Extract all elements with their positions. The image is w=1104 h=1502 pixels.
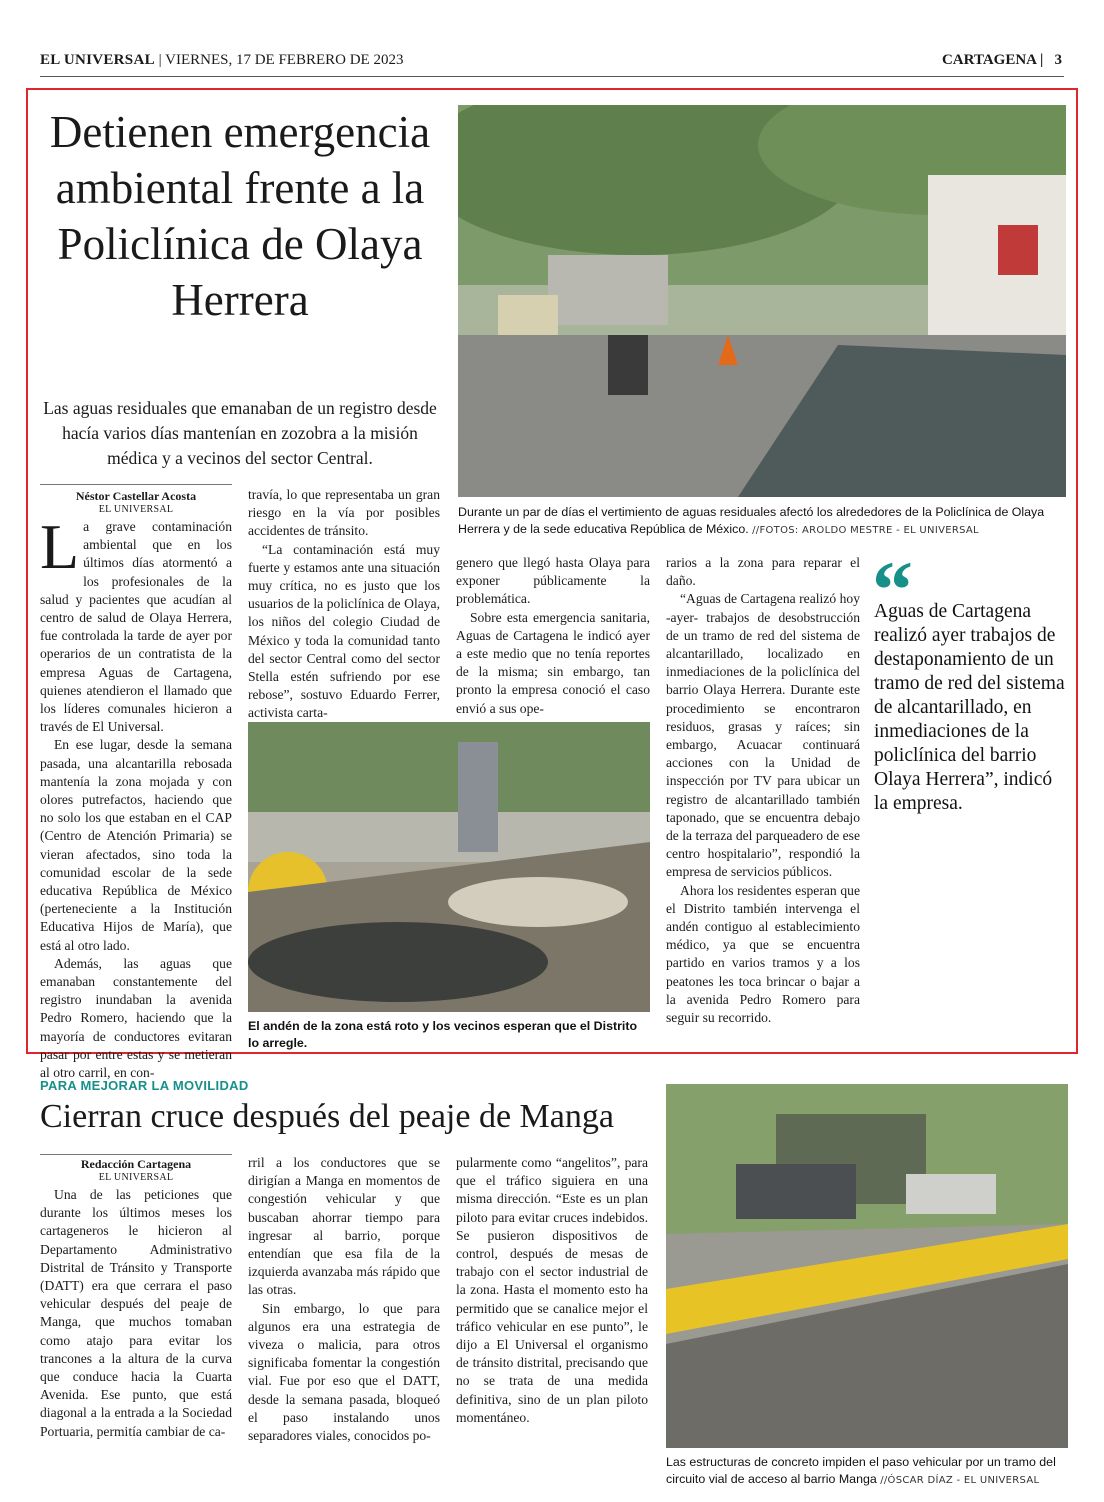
story1-secondary-photo xyxy=(248,722,650,1012)
story1-column-3 xyxy=(456,554,650,718)
story1-headline: Detienen emergencia ambiental frente a la Policlínica de Olaya Herrera xyxy=(49,107,431,325)
story1-column-2 xyxy=(248,486,440,723)
paragraph: “La contaminación está muy fuerte y estamos ante una situación muy crítica, no es justo que los usuarios de la policlínica de Olaya, los niños del colegio Ciudad de México y toda la comunidad tanto del sector Central como del sector Stella estén sufriendo por ese rebose”, sostuvo Eduardo Ferrer, activista carta- xyxy=(248,541,440,721)
paragraph: genero que llegó hasta Olaya para exponer públicamente la problemática. xyxy=(456,555,650,607)
paragraph: rril a los conductores que se dirigían a Manga en momentos de congestión vehicular y que buscaban ahorrar tiempo para ingresar al barrio, porque entendían que esa fila de la izquierda avanzaba más rápido que las otras. xyxy=(248,1155,440,1298)
story2-column-2 xyxy=(248,1154,440,1445)
photo-credit: //ÓSCAR DÍAZ - EL UNIVERSAL xyxy=(880,1475,1040,1486)
story2-column-1 xyxy=(40,1186,232,1441)
paragraph: “Aguas de Cartagena realizó hoy -ayer- trabajos de desobstrucción de un tramo de red del sistema de alcantarillado, localizado en inmediaciones de la policlínica del barrio Olaya Herrera. Durante este procedimiento se encontraron residuos, grasas y raíces; sin embargo, Acuacar continuará acciones con la Unidad de inspección por TV para ubicar un registro de alcantarillado también taponado, que se encuentra debajo de la terraza del parqueadero de ese centro hospitalario”, respondió la empresa de servicios públicos. xyxy=(666,591,860,880)
masthead-right xyxy=(942,52,1062,69)
byline-rule xyxy=(40,484,232,485)
quote-mark: “ xyxy=(872,544,913,635)
issue-date: VIERNES, 17 DE FEBRERO DE 2023 xyxy=(165,52,404,68)
masthead-separator: | xyxy=(158,52,166,68)
drop-cap: L xyxy=(40,511,80,582)
story2-byline xyxy=(40,1158,232,1184)
story1-photo2-caption: El andén de la zona está roto y los vecinos esperan que el Distrito lo arregle. xyxy=(248,1019,638,1050)
paragraph: pularmente como “angelitos”, para que el tráfico siguiera en una misma dirección. “Este es un plan piloto para evitar cruces indebidos. Se pusieron dispositivos de control, después de mesas de trabajo con el sector industrial de la zona. Hasta el momento esto ha permitido que se canalice mejor el tráfico vehicular en ese punto”, le dijo a El Universal el organismo de tránsito distrital, precisando que no se trata de una medida definitiva, sino de un plan piloto momentáneo. xyxy=(456,1155,648,1425)
story1-main-photo xyxy=(458,105,1066,497)
story1-deck: Las aguas residuales que emanaban de un registro desde hacía varios días mantenían en zozobra a la misión médica y a vecinos del sector Central. xyxy=(43,398,437,468)
story2-headline: Cierran cruce después del peaje de Manga xyxy=(40,1098,614,1135)
road-barrier-image xyxy=(666,1084,1068,1448)
caption-text: Durante un par de días el vertimiento de aguas residuales afectó los alrededores de la Policlínica de Olaya Herrera y de la sede educativa República de México. xyxy=(458,505,1045,536)
story2-column-3 xyxy=(456,1154,648,1427)
author-org: EL UNIVERSAL xyxy=(98,1172,174,1183)
author-org: EL UNIVERSAL xyxy=(98,504,174,515)
paragraph: Sobre esta emergencia sanitaria, Aguas de Cartagena le indicó ayer a este medio que no tenía reportes de la misma; sin embargo, tan pronto la empresa conoció el caso envió a sus ope- xyxy=(456,609,650,716)
paragraph: Sin embargo, lo que para algunos era una estrategia de viveza o malicia, para otros significaba fomentar la congestión vial. Fue por eso que el DATT, desde la semana pasada, bloqueó el paso instalando unos separadores viales, conocidos po- xyxy=(248,1300,440,1444)
story1-photo-caption xyxy=(458,504,1066,539)
masthead-left xyxy=(40,52,403,69)
paragraph: En ese lugar, desde la semana pasada, una alcantarilla rebosada mantenía la zona mojada y con olores putrefactos, haciendo que no solo los que estaban en el CAP (Centro de Atención Primaria) se vieran afectados, sino toda la comunidad escolar de la sede educativa República de México (perteneciente a la Institución Educativa Hijos de María), que está al otro lado. xyxy=(40,737,232,953)
sidewalk-image xyxy=(248,722,650,1012)
story2-kicker: PARA MEJORAR LA MOVILIDAD xyxy=(40,1078,249,1093)
masthead-rule xyxy=(40,76,1064,77)
author-name: Néstor Castellar Acosta xyxy=(75,489,197,503)
story1-column-4 xyxy=(666,554,860,1027)
section-name: CARTAGENA xyxy=(941,52,1037,68)
paragraph: La grave contaminación ambiental que en los últimos días atormentó a los profesionales de la salud y pacientes que acudían al centro de salud de Olaya Herrera, fue controlada la tarde de ayer por operarios de un contratista de la empresa Aguas de Cartagena, quienes atendieron el llamado que los líderes comunales hicieron a través de El Universal. xyxy=(40,511,232,735)
paragraph: rarios a la zona para reparar el daño. xyxy=(666,555,860,589)
byline-rule xyxy=(40,1154,232,1155)
page-number: 3 xyxy=(1054,52,1062,68)
author-name: Redacción Cartagena xyxy=(80,1157,192,1171)
paragraph: Además, las aguas que emanaban constantemente del registro inundaban la avenida Pedro Romero, haciendo que la mayoría de conductores evitaran pasar por entre estas y se metieran al otro carril, en con- xyxy=(40,955,232,1081)
story1-column-1 xyxy=(40,511,232,1082)
paragraph: travía, lo que representaba un gran riesgo en la vía por posibles accidentes de tránsito. xyxy=(248,487,440,539)
story2-photo xyxy=(666,1084,1068,1448)
paper-name: EL UNIVERSAL xyxy=(40,52,155,68)
photo-credit: //FOTOS: AROLDO MESTRE - EL UNIVERSAL xyxy=(752,525,979,536)
caption-text: Las estructuras de concreto impiden el paso vehicular por un tramo del circuito vial de acceso al barrio Manga xyxy=(666,1455,1056,1486)
paragraph: Una de las peticiones que durante los últimos meses los cartageneros le hicieron al Departamento Administrativo Distrital de Tránsito y Transporte (DATT) era que cerrara el paso vehicular después del peaje de Manga, que muchos tomaban como atajo para evitar los trancones a la altura de la curva que conduce hacia la Cuarta Avenida. Ese punto, que está diagonal a la entrada a la Sociedad Portuaria, permitía cambiar de ca- xyxy=(40,1187,232,1439)
pull-quote: Aguas de Cartagena realizó ayer trabajos de destaponamiento de un tramo de red del sistema de alcantarillado, en inmediaciones de la policlínica del barrio Olaya Herrera”, indicó la empresa. xyxy=(874,601,1065,814)
street-scene-image xyxy=(458,105,1066,497)
masthead-separator-right: | xyxy=(1039,52,1051,68)
paragraph: Ahora los residentes esperan que el Distrito también intervenga el andén contiguo al establecimiento médico, ya que se encuentra partido en varios tramos y a los peatones les toca brincar o bajar a la avenida Pedro Romero para seguir su recorrido. xyxy=(666,882,860,1026)
story2-photo-caption xyxy=(666,1454,1068,1489)
